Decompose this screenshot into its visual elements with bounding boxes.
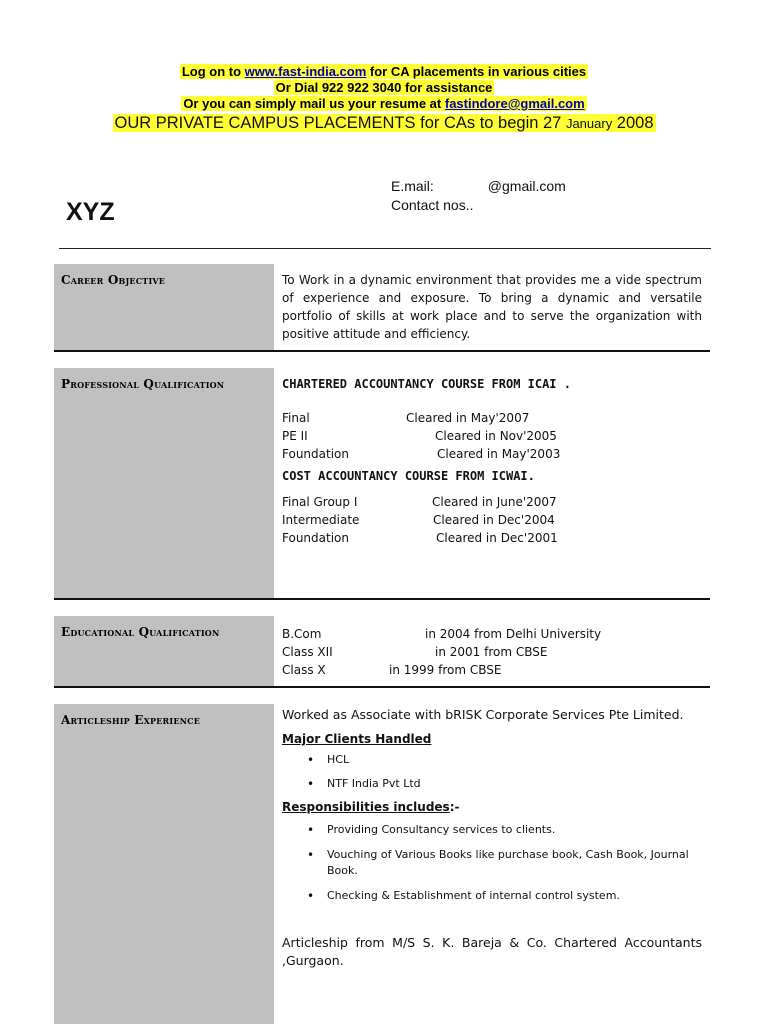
degree-name: Class XII (282, 645, 333, 659)
exam-status: Cleared in Dec'2004 (433, 513, 555, 527)
fastindore-email-link[interactable]: fastindore@gmail.com (444, 96, 585, 111)
list-item: • Vouching of Various Books like purchase book, Cash Book, Journal Book. (282, 847, 702, 879)
exam-name: Foundation (282, 447, 349, 461)
responsibilities-heading-suffix: :- (449, 800, 460, 814)
contact-label: Contact nos.. (391, 197, 474, 213)
placement-banner (0, 64, 768, 134)
degree-detail: in 1999 from CBSE (389, 663, 502, 677)
candidate-name: XYZ (66, 198, 115, 226)
exam-row (282, 529, 702, 547)
section-educational-qualification (54, 616, 710, 686)
section-label-cell (54, 616, 274, 686)
email-value: @gmail.com (487, 178, 566, 194)
section-articleship-experience (54, 704, 710, 1024)
list-item: • Checking & Establishment of internal control system. (282, 888, 702, 904)
banner-phone-text: Or Dial 922 922 3040 for assistance (275, 80, 493, 95)
clients-heading: Major Clients Handled (282, 732, 432, 746)
section-career-objective (54, 264, 710, 350)
section-label-cell (54, 264, 274, 350)
career-objective-text: To Work in a dynamic environment that provides me a vide spectrum of experience and exposure. To bring a dynamic and versatile portfolio of skills at work place and to serve the organization with positive attitude and efficiency. (282, 273, 702, 341)
section-label: Articleship Experience (61, 713, 201, 727)
exam-status: Cleared in June'2007 (432, 495, 557, 509)
banner-line-2 (0, 80, 768, 96)
exam-name: PE II (282, 429, 308, 443)
banner-text: Log on to (181, 64, 245, 79)
email-label: E.mail: (391, 178, 434, 194)
responsibilities-heading-line (282, 800, 702, 814)
education-row (282, 661, 702, 679)
section-content (282, 271, 702, 343)
education-row (282, 625, 702, 643)
ca-course-heading: CHARTERED ACCOUNTANCY COURSE FROM ICAI . (282, 377, 571, 391)
contact-block (391, 177, 566, 215)
section-label-cell (54, 368, 274, 598)
section-label: Educational Qualification (61, 625, 220, 639)
exam-name: Foundation (282, 531, 349, 545)
education-row (282, 643, 702, 661)
responsibilities-heading: Responsibilities includes (282, 800, 450, 814)
banner-month: January (565, 116, 613, 131)
responsibilities-list (282, 822, 702, 904)
section-label: Career Objective (61, 273, 166, 287)
exam-status: Cleared in May'2007 (406, 411, 530, 425)
exam-row (282, 445, 702, 463)
degree-name: B.Com (282, 627, 322, 641)
section-divider (54, 598, 710, 600)
banner-line-3 (0, 96, 768, 112)
banner-text: for CA placements in various cities (366, 64, 587, 79)
section-content (282, 377, 702, 547)
fast-india-link[interactable]: www.fast-india.com (244, 64, 367, 79)
degree-name: Class X (282, 663, 326, 677)
articleship-firm: Articleship from M/S S. K. Bareja & Co. Chartered Accountants ,Gurgaon. (282, 935, 702, 968)
exam-name: Final (282, 411, 310, 425)
banner-line-1 (0, 64, 768, 80)
exam-status: Cleared in May'2003 (437, 447, 561, 461)
section-label: Professional Qualification (61, 377, 225, 391)
section-professional-qualification (54, 368, 710, 598)
exam-row (282, 409, 702, 427)
list-item: • HCL (282, 752, 702, 768)
exam-row (282, 511, 702, 529)
banner-campus-line (0, 113, 768, 134)
exam-row (282, 493, 702, 511)
banner-year: 2008 (612, 114, 654, 132)
section-label-cell (54, 704, 274, 1024)
degree-detail: in 2004 from Delhi University (425, 627, 602, 641)
exam-name: Intermediate (282, 513, 360, 527)
section-content (282, 625, 702, 679)
banner-text: OUR PRIVATE CAMPUS PLACEMENTS for CAs to begin 27 (114, 114, 566, 132)
list-item: • Providing Consultancy services to clients. (282, 822, 702, 838)
exam-status: Cleared in Nov'2005 (435, 429, 557, 443)
section-divider (54, 350, 710, 352)
section-divider (54, 686, 710, 688)
section-content (282, 706, 702, 970)
exam-row (282, 427, 702, 445)
header-divider (59, 248, 711, 249)
banner-text: Or you can simply mail us your resume at (183, 96, 445, 111)
articleship-intro: Worked as Associate with bRISK Corporate Services Pte Limited. (282, 707, 684, 722)
exam-name: Final Group I (282, 495, 358, 509)
cwa-course-heading: COST ACCOUNTANCY COURSE FROM ICWAI. (282, 469, 535, 483)
exam-status: Cleared in Dec'2001 (436, 531, 558, 545)
list-item: • NTF India Pvt Ltd (282, 776, 702, 792)
degree-detail: in 2001 from CBSE (435, 645, 548, 659)
clients-list (282, 752, 702, 792)
